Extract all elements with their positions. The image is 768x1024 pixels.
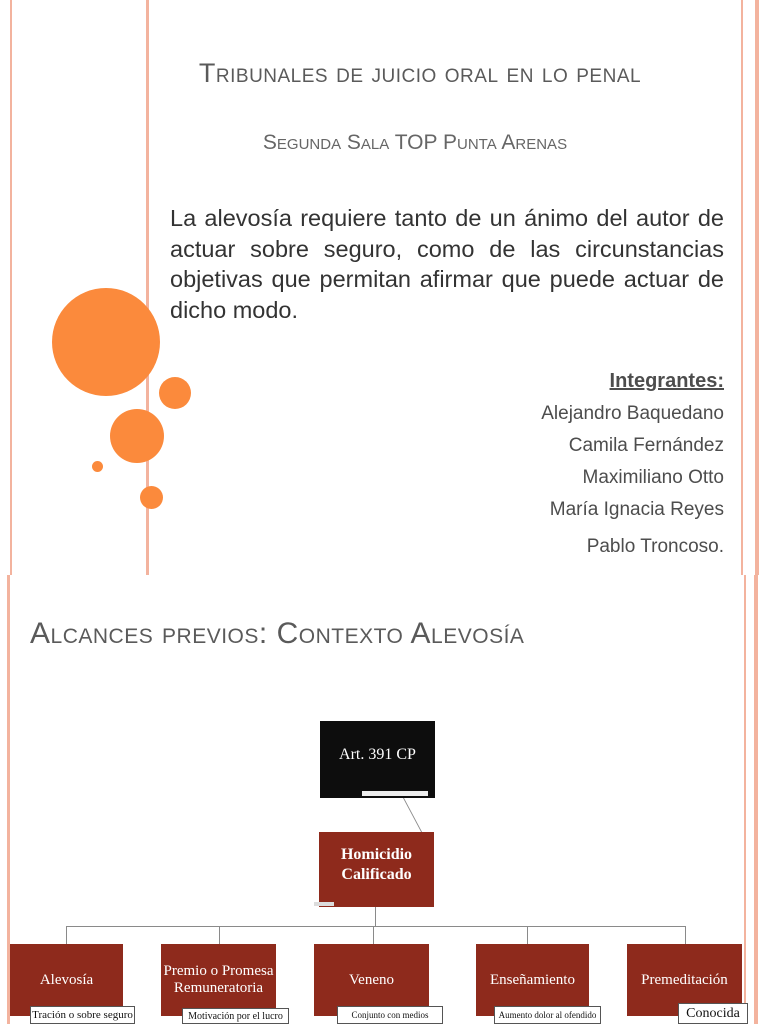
- decorative-stripe: [10, 0, 12, 575]
- connector-line: [685, 926, 686, 944]
- connector-line: [66, 926, 67, 944]
- diagram-note-alevosia: [30, 1006, 135, 1024]
- slide-title-text: Alcances previos: Contexto Alevosía: [30, 617, 525, 650]
- member-name: Maximiliano Otto: [582, 467, 724, 488]
- member-name: Pablo Troncoso.: [586, 536, 724, 557]
- connector-line: [375, 907, 376, 926]
- decorative-circle: [52, 288, 160, 396]
- quote-text: La alevosía requiere tanto de un ánimo del autor de actuar sobre seguro, como de las circunstancias objetivas que permitan afirmar que puede actuar de dicho modo.: [170, 205, 724, 323]
- connector-line: [373, 926, 374, 944]
- note-text: Tración o sobre seguro: [32, 1009, 133, 1021]
- decorative-stripe: [754, 575, 758, 1024]
- diagram-note-ensenamiento: [494, 1006, 601, 1024]
- diagram-note-premio: [182, 1008, 289, 1024]
- node-label: Art. 391 CP: [339, 745, 416, 763]
- node-caption-bar: [362, 791, 428, 796]
- node-label: Premio o Promesa Remuneratoria: [163, 963, 274, 996]
- note-text: Conjunto con medios: [351, 1010, 429, 1020]
- connector-line: [219, 926, 220, 944]
- diagram-node-premio: [161, 944, 276, 1016]
- decorative-stripe: [741, 0, 743, 575]
- node-label: Veneno: [349, 971, 394, 988]
- members-heading: Integrantes:: [609, 370, 724, 392]
- decorative-stripe: [744, 575, 746, 1024]
- member-name: María Ignacia Reyes: [549, 499, 724, 520]
- decorative-circle: [92, 461, 103, 472]
- decorative-stripe: [755, 0, 759, 575]
- node-caption-bar: [314, 902, 334, 906]
- diagram-note-veneno: [337, 1006, 443, 1024]
- slide-title-text: Tribunales de juicio oral en lo penal: [198, 58, 642, 88]
- node-label: Premeditación: [641, 971, 728, 988]
- connector-line: [66, 926, 685, 927]
- diagram-node-root: [320, 721, 435, 798]
- slide-subtitle: Segunda Sala TOP Punta Arenas: [262, 131, 568, 154]
- note-text: Conocida: [686, 1005, 740, 1021]
- member-name: Alejandro Baquedano: [541, 403, 724, 424]
- note-text: Motivación por el lucro: [188, 1010, 283, 1022]
- node-label: Homicidio Calificado: [340, 845, 413, 883]
- decorative-circle: [159, 377, 191, 409]
- note-text: Aumento dolor al ofendido: [498, 1010, 597, 1020]
- diagram-note-premeditacion: [678, 1003, 748, 1024]
- decorative-circle: [110, 409, 164, 463]
- decorative-circle: [140, 486, 163, 509]
- connector-line: [527, 926, 528, 944]
- node-label: Enseñamiento: [490, 971, 575, 988]
- node-label: Alevosía: [39, 971, 94, 988]
- diagram-node-homicidio: [319, 832, 434, 907]
- member-name: Camila Fernández: [568, 435, 724, 456]
